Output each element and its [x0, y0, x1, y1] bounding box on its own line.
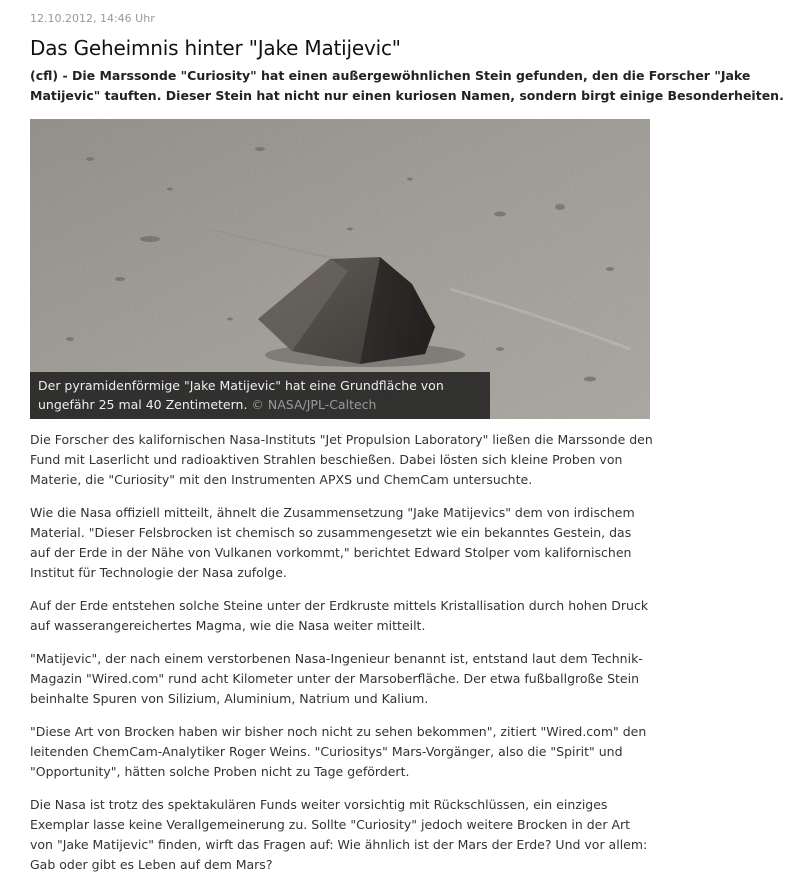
article-photo — [30, 119, 650, 419]
body-paragraph: "Matijevic", der nach einem verstorbenen Nasa-Ingenieur benannt ist, entstand laut dem Technik-Magazin "Wired.com" rund acht Kilometer unter der Marsoberfläche. Der etwa fußballgroße Stein beinhalte Spuren von Silizium, Aluminium, Natrium und Kalium. — [30, 651, 643, 706]
photo-credit: © NASA/JPL-Caltech — [251, 397, 377, 412]
body-paragraph: Die Nasa ist trotz des spektakulären Funds weiter vorsichtig mit Rückschlüssen, ein einziges Exemplar lasse keine Verallgemeinerung zu. Sollte "Curiosity" jedoch weitere Brocken in der Art von "Jake Matijevic" finden, wirft das Fragen auf: Wie ähnlich ist der Mars der Erde? Und vor allem: Gab oder gibt es Leben auf dem Mars? — [30, 797, 648, 872]
article-body — [30, 430, 655, 888]
body-paragraph: Auf der Erde entstehen solche Steine unter der Erdkruste mittels Kristallisation durch hohen Druck auf wasserangereichertes Magma, wie die Nasa weiter mitteilt. — [30, 598, 649, 633]
body-paragraph: Wie die Nasa offiziell mitteilt, ähnelt die Zusammensetzung "Jake Matijevics" dem von irdischem Material. "Dieser Felsbrocken ist chemisch so zusammengesetzt wie ein bekanntes Gestein, das auf der Erde in der Nähe von Vulkanen vorkommt," berichtet Edward Stolper vom kalifornischen Institut für Technologie der Nasa zufolge. — [30, 505, 635, 580]
caption-text: Der pyramidenförmige "Jake Matijevic" hat eine Grundfläche von ungefähr 25 mal 40 Zentimetern. — [38, 378, 444, 412]
body-paragraph: "Diese Art von Brocken haben wir bisher noch nicht zu sehen bekommen", zitiert "Wired.com" den leitenden ChemCam-Analytiker Roger Weins. "Curiositys" Mars-Vorgänger, also die "Spirit" und "Opportunity", hätten solche Proben nicht zu Tage gefördert. — [30, 724, 647, 779]
article-timestamp: 12.10.2012, 14:46 Uhr — [30, 12, 155, 25]
photo-caption — [30, 372, 490, 419]
article-headline: Das Geheimnis hinter "Jake Matijevic" — [30, 36, 401, 60]
article-lead: (cfl) - Die Marssonde "Curiosity" hat einen außergewöhnlichen Stein gefunden, den die Forscher "Jake Matijevic" tauften. Dieser Stein hat nicht nur einen kuriosen Namen, sondern birgt einige Besonderheiten. — [30, 68, 784, 103]
body-paragraph: Die Forscher des kalifornischen Nasa-Instituts "Jet Propulsion Laboratory" ließen die Marssonde den Fund mit Laserlicht und radioaktiven Strahlen beschießen. Dabei lösten sich kleine Proben von Materie, die "Curiosity" mit den Instrumenten APXS und ChemCam untersuchte. — [30, 432, 653, 487]
